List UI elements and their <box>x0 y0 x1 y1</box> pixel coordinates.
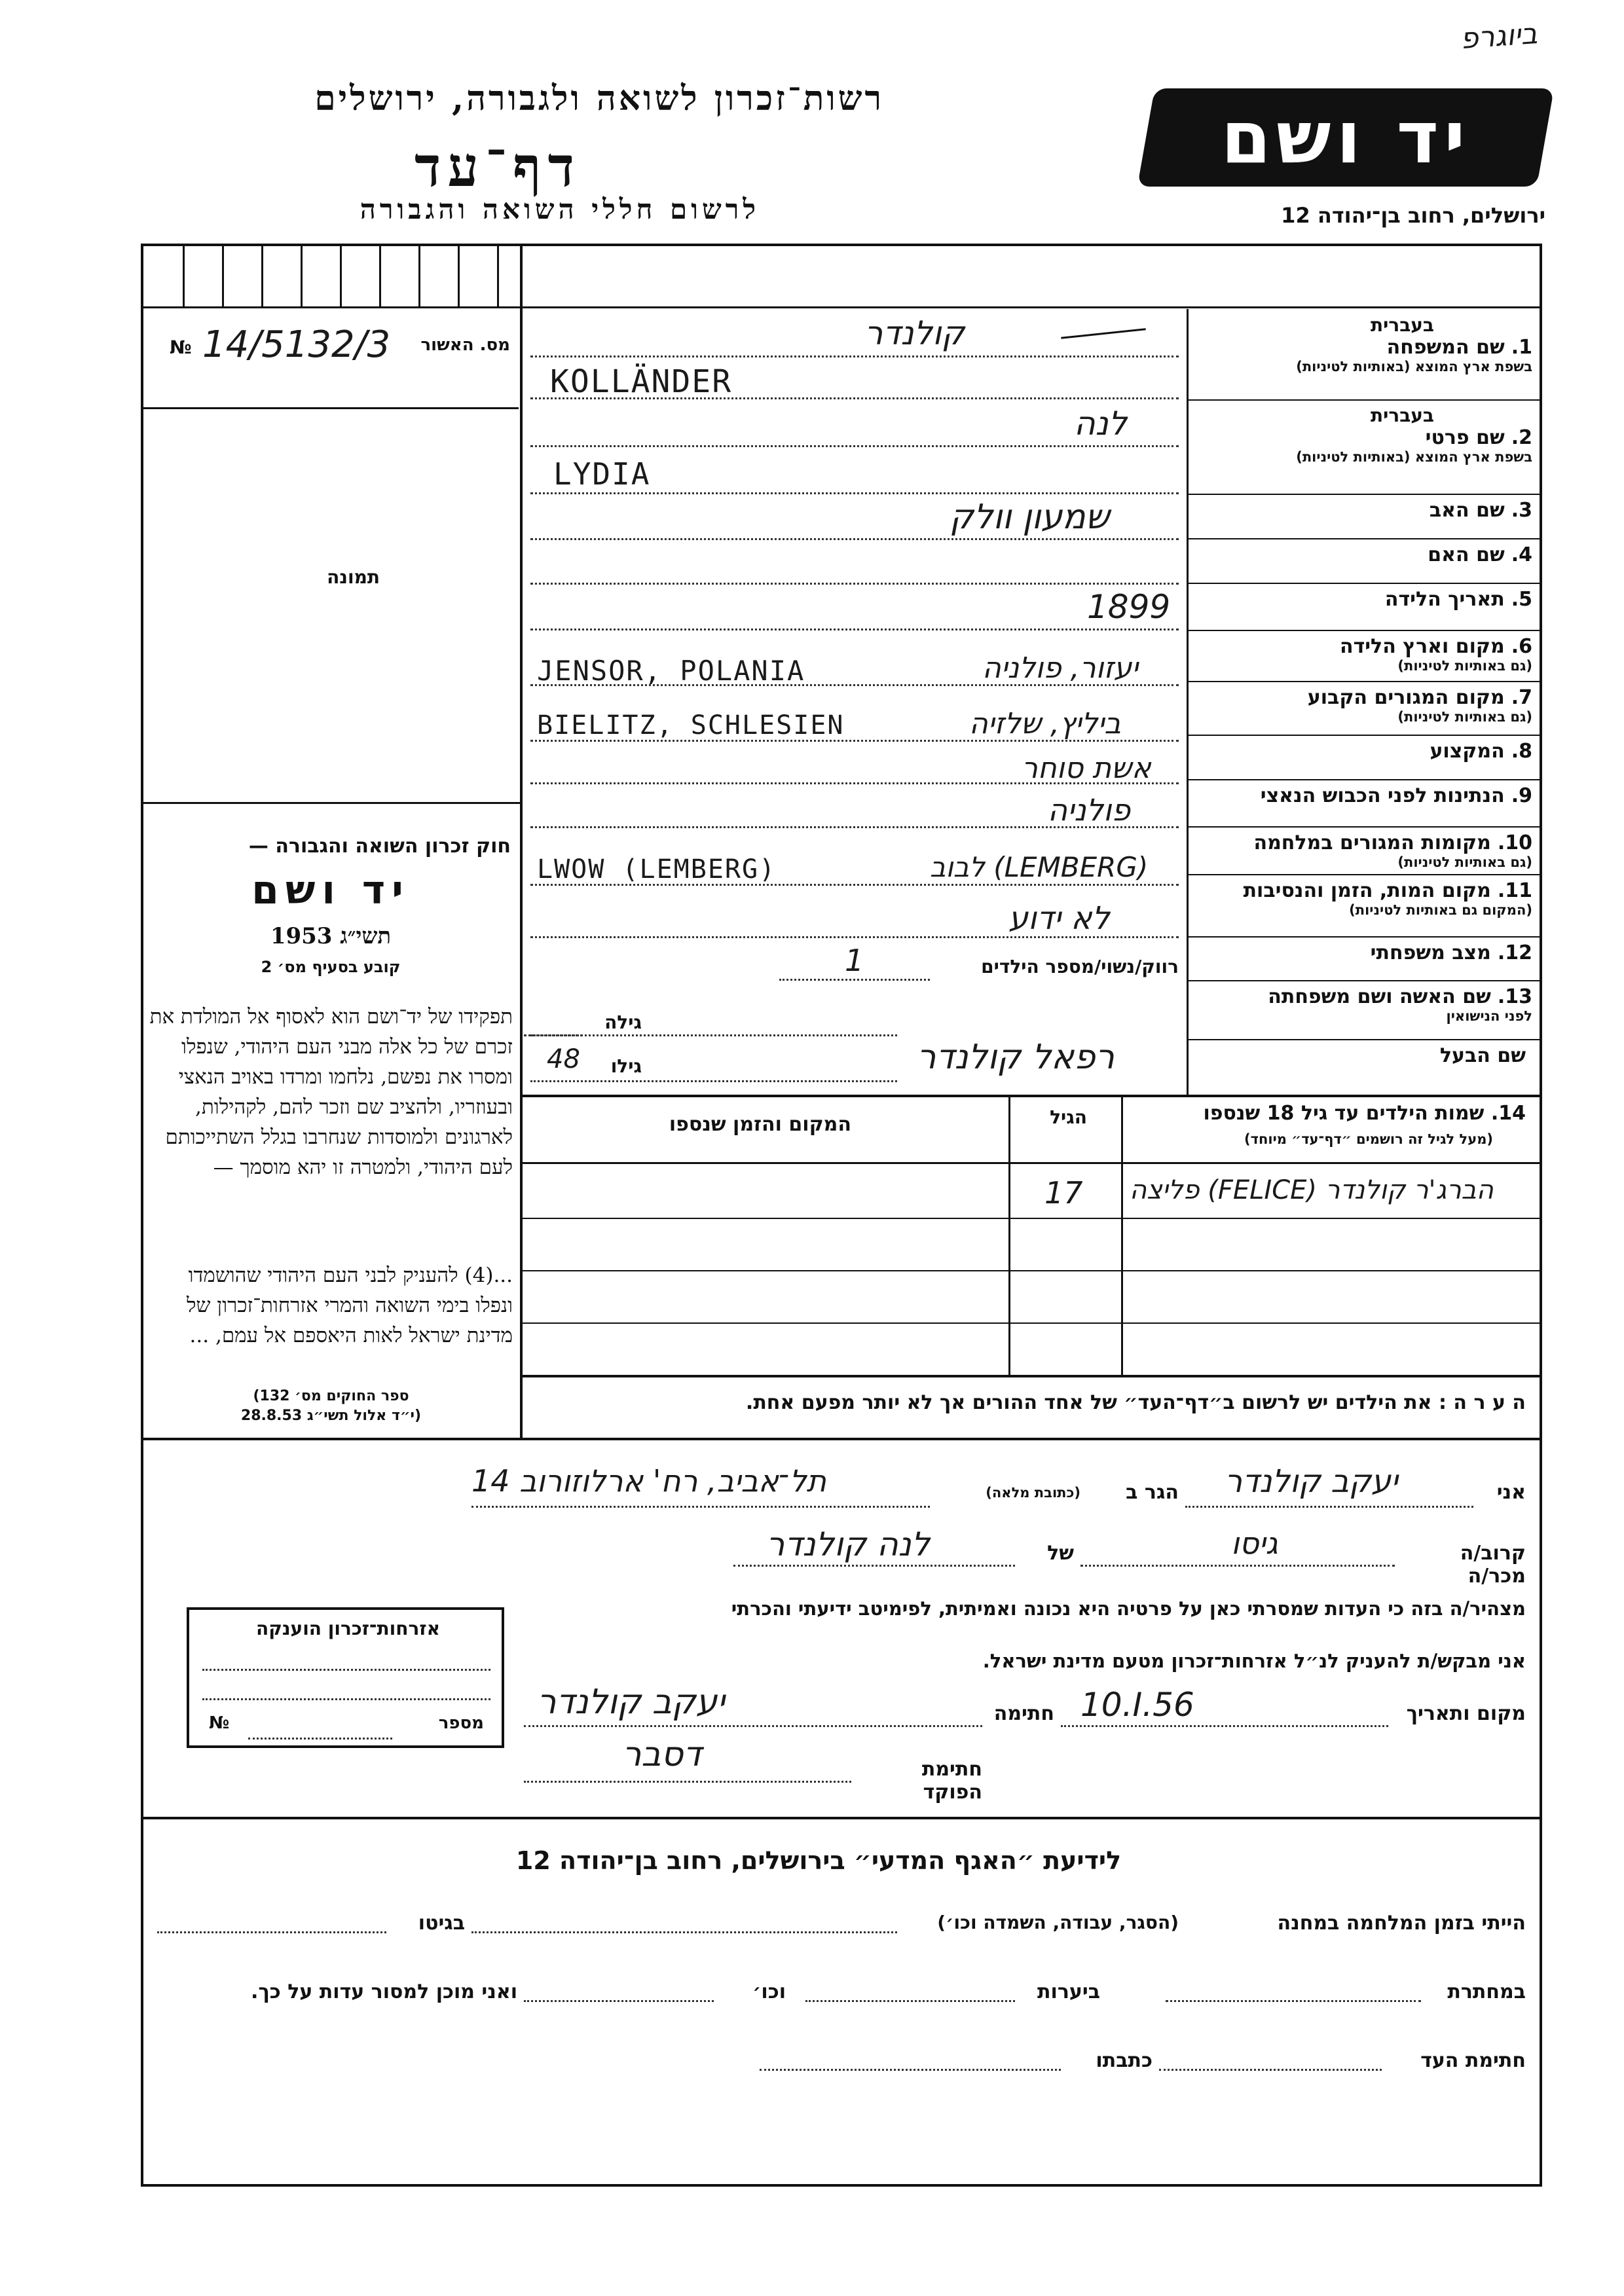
field-number: 11. <box>1497 879 1532 902</box>
birthplace-hebrew: יעזור, פולניה <box>982 651 1139 685</box>
science-underground-label: במחתרת <box>1447 1980 1526 2003</box>
husband-age-label: גילו <box>610 1055 642 1077</box>
remark-bottom-rule <box>143 1438 1540 1440</box>
science-ghetto-line <box>157 1931 386 1933</box>
child-name: פליצה (FELICE) הברג'ר קולנדר <box>1130 1175 1494 1205</box>
law-text-main: תפקידו של יד־ושם הוא לאסוף אל המולדת את זכרם של כל אלה מבני העם היהודי, שנפלו ומסרו את נפשם, נלחמו ומרדו באויב הנאצי ובעוזריו, ולהציב שם וזכר להם, לקהילות, לארגונים ולמוסדות שנחרבו בגלל השתייכותם לעם היהודי, ולמטרה זו יהא מוסמך — <box>149 1005 513 1179</box>
field-row-rule <box>1189 874 1540 875</box>
left-column-divider <box>520 246 523 1438</box>
field-row <box>1192 879 1532 918</box>
declaration-bottom-rule <box>143 1817 1540 1819</box>
field-label-text: שם האשה ושם משפחתה <box>1268 985 1491 1008</box>
hebrew-tag: בעברית <box>1370 405 1434 426</box>
signature-line <box>524 1725 982 1727</box>
top-rule <box>523 306 1540 308</box>
firstname-he-line <box>530 445 1179 447</box>
mother-line <box>530 583 1179 585</box>
residence-latin: BIELITZ, SCHLESIEN <box>537 710 845 740</box>
field-row-rule <box>1189 735 1540 736</box>
field-number: 4. <box>1511 543 1532 566</box>
field-label-text: שם פרטי <box>1425 426 1505 449</box>
field-row <box>1192 831 1532 870</box>
science-camp-line <box>471 1931 897 1933</box>
field-row <box>1192 1044 1532 1067</box>
declarant-address: תל־אביב, רח' ארלוזורוב 14 <box>471 1463 826 1499</box>
science-underground-line <box>1166 2000 1421 2002</box>
field-label <box>1192 784 1532 807</box>
age-label: גילה <box>604 1011 642 1033</box>
place-date: 10.I.56 <box>1080 1686 1194 1724</box>
surname-latin: KOLLÄNDER <box>550 363 733 400</box>
address-line <box>471 1506 930 1508</box>
stub-boxes <box>143 246 520 308</box>
field-row-rule <box>1189 630 1540 631</box>
occupation: אשת סוחר <box>1022 752 1151 785</box>
label-column-divider <box>1187 309 1189 1095</box>
children-title: 14. שמות הילדים עד גיל 18 שנספו <box>1203 1102 1526 1125</box>
field-row-rule <box>1189 583 1540 584</box>
law-year: תשי״ג 1953 <box>270 923 392 949</box>
firstname-hebrew: לנה <box>1074 405 1128 443</box>
science-witness-sig-label: חתימת העד <box>1420 2049 1526 2072</box>
photo-bottom-rule <box>143 802 520 804</box>
authority-name: רשות־זכרון לשואה ולגבורה, ירושלים <box>314 79 884 118</box>
birthdate-line <box>530 629 1179 630</box>
field-label <box>1192 879 1532 902</box>
citizenship-no-sign: № <box>209 1713 230 1733</box>
field-label-text: שם האב <box>1429 499 1505 522</box>
field-label <box>1192 1044 1532 1067</box>
children-count: 1 <box>845 943 864 978</box>
husband-age: 48 <box>547 1044 580 1074</box>
husband-line <box>530 1080 897 1082</box>
field-number: 9. <box>1511 784 1532 807</box>
official-sig-label: חתימת הפוקד <box>921 1758 982 1804</box>
field-row-rule <box>1189 1039 1540 1040</box>
field-row <box>1192 314 1532 374</box>
field-sublabel: בשפת ארץ המוצא (באותיות לטיניות) <box>1296 449 1532 465</box>
death-place: לא ידוע <box>1008 900 1110 937</box>
law-text-clause4: ...(4) להעניק לבני העם היהודי שהושמדו ונפלו בימי השואה והמרי אזרחות־זכרון של מדינת ישראל לאות היאספם אל עמם, ... <box>187 1264 513 1347</box>
firstname-latin-line <box>530 492 1179 494</box>
field-number: 3. <box>1511 499 1532 522</box>
children-count-line <box>779 979 930 981</box>
decl-relative-label: קרוב/ה מכר/ה <box>1460 1542 1526 1588</box>
official-signature: דסבר <box>622 1735 702 1774</box>
science-ghetto-label: בגיטו <box>418 1912 465 1935</box>
field-sublabel: (גם באותיות לטיניות) <box>1397 658 1532 674</box>
firstname-latin: LYDIA <box>553 456 651 492</box>
field-row-rule <box>1189 538 1540 539</box>
field-label-text: מצב משפחתי <box>1370 941 1491 964</box>
science-etc-line <box>524 2000 714 2002</box>
law-title: חוק זכרון השואה והגבורה — <box>248 835 511 858</box>
col-age-header: הגיל <box>1050 1106 1087 1128</box>
science-camp-note: (הסגר, עבודה, השמדה וכו׳) <box>937 1912 1179 1933</box>
relation-line <box>1080 1565 1395 1567</box>
father-name: שמעון וולק <box>950 498 1110 537</box>
place-date-line <box>1061 1725 1388 1727</box>
law-source-2: י״ד אלול תשי״ג 28.8.53) <box>240 1408 422 1424</box>
children-header-rule <box>523 1162 1540 1164</box>
relation: גיסו <box>1231 1525 1278 1561</box>
field-number: 1. <box>1511 336 1532 359</box>
field-row <box>1192 588 1532 611</box>
child-age: 17 <box>1044 1175 1083 1211</box>
declarant-signature: יעקב קולנדר <box>537 1683 725 1722</box>
field-label-text: מקומות המגורים במלחמה <box>1253 831 1491 854</box>
field-row <box>1192 635 1532 674</box>
field-label <box>1192 831 1532 854</box>
field-sublabel: (גם באותיות לטיניות) <box>1397 854 1532 870</box>
field-sublabel: בשפת ארץ המוצא (באותיות לטיניות) <box>1296 359 1532 374</box>
citizenship-number-label: מספר <box>438 1713 484 1733</box>
field-row-rule <box>1189 936 1540 938</box>
science-address-label: כתבתו <box>1096 2049 1153 2072</box>
cert-no-sign: № <box>170 337 192 358</box>
children-col-divider-2 <box>1008 1097 1010 1376</box>
field-row-rule <box>1189 980 1540 981</box>
field-row <box>1192 941 1532 964</box>
law-name: יד ושם <box>251 867 410 913</box>
age-line <box>524 1034 583 1036</box>
deceased-line <box>733 1565 1015 1567</box>
children-note: (מעל לגיל זה רושמים ״דף־עד״ מיוחד) <box>1244 1131 1493 1147</box>
place-date-label: מקום ותאריך <box>1406 1702 1526 1725</box>
field-row-rule <box>1189 494 1540 495</box>
field-label-text: הנתינות לפני הכבוש הנאצי <box>1260 784 1505 807</box>
field-number: 12. <box>1497 941 1532 964</box>
col-place-header: המקום והזמן שנספו <box>669 1113 851 1136</box>
field-sublabel: (גם באותיות לטיניות) <box>1397 709 1532 725</box>
deceased-name: לנה קולנדר <box>766 1525 931 1563</box>
field-row <box>1192 740 1532 763</box>
field-label-text: המקצוע <box>1430 740 1505 763</box>
field-number: 5. <box>1511 588 1532 611</box>
declarant-line <box>1185 1506 1473 1508</box>
husband-name: רפאל קולנדר <box>917 1038 1115 1077</box>
field-label-text: מקום המגורים הקבוע <box>1307 686 1505 709</box>
marital-label: רווק/נשוי/מספר הילדים <box>981 956 1179 977</box>
children-row-rule-3 <box>523 1322 1540 1324</box>
citizenship-title: אזרחות־זכרון הוענקה <box>256 1618 440 1639</box>
field-label <box>1192 499 1532 522</box>
field-row <box>1192 499 1532 522</box>
page-subtitle: לרשום חללי השואה והגבורה <box>360 193 760 225</box>
science-forests-line <box>805 2000 1015 2002</box>
cert-number: 14/5132/3 <box>202 323 391 366</box>
page-title: דף־עד <box>414 134 581 199</box>
remark: ה ע ר ה : את הילדים יש לרשום ב״דף־העד״ של אחד ההורים אך לא יותר מפעם אחת. <box>745 1391 1526 1414</box>
science-testimony-label: ואני מוכן למסור עדות על כך. <box>251 1980 517 2003</box>
signature-label: חתימה <box>993 1702 1054 1725</box>
wartime-latin: LWOW (LEMBERG) <box>537 854 777 884</box>
field-row <box>1192 985 1532 1024</box>
field-number: 8. <box>1511 740 1532 763</box>
field-label-text: שם הבעל <box>1439 1044 1526 1067</box>
field-label-text: שם המשפחה <box>1386 336 1505 359</box>
field-number: 13. <box>1497 985 1532 1008</box>
official-sig-line <box>524 1781 851 1783</box>
science-address-line <box>760 2069 1061 2071</box>
cert-label: מס. האשור <box>420 335 510 355</box>
field-label <box>1192 426 1532 449</box>
field-label <box>1192 543 1532 566</box>
field-row-rule <box>1189 779 1540 780</box>
law-source-1: (ספר החוקים מס׳ 132 <box>253 1388 409 1404</box>
field-row <box>1192 405 1532 465</box>
decl-address-label: (כתובת מלאה) <box>986 1485 1080 1501</box>
field-label <box>1192 740 1532 763</box>
field-row <box>1192 784 1532 807</box>
citizenship-line-1 <box>202 1669 490 1671</box>
field-row <box>1192 686 1532 725</box>
science-title: לידיעת ״האגף המדעי״ בירושלים, רחוב בן־יהודה 12 <box>515 1846 1122 1875</box>
science-etc-label: וכו׳ <box>752 1980 786 2003</box>
children-row-rule-2 <box>523 1270 1540 1271</box>
field-sublabel: לפני הנישואין <box>1446 1008 1532 1024</box>
science-witness-sig-line <box>1159 2069 1382 2071</box>
field-label <box>1192 635 1532 658</box>
logo-text: יד ושם <box>1221 96 1471 179</box>
hebrew-tag: בעברית <box>1370 314 1434 336</box>
field-row <box>1192 543 1532 566</box>
children-col-divider-1 <box>1121 1097 1123 1376</box>
declarant-name: יעקב קולנדר <box>1225 1463 1398 1500</box>
children-row-rule-1 <box>523 1218 1540 1219</box>
surname-hebrew: קולנדר <box>864 314 965 352</box>
field-row-rule <box>1189 826 1540 828</box>
field-label <box>1192 686 1532 709</box>
decl-residing: הגר ב <box>1126 1481 1179 1504</box>
decl-ani: אני <box>1496 1481 1526 1504</box>
field-label <box>1192 941 1532 964</box>
field-label <box>1192 588 1532 611</box>
cert-number-box <box>143 309 519 409</box>
field-sublabel: (המקום גם באותיות לטיניות) <box>1349 902 1532 918</box>
birthplace-latin: JENSOR, POLANIA <box>537 655 805 687</box>
field-number: 10. <box>1497 831 1532 854</box>
residence-hebrew: ביליץ, שלזיה <box>969 707 1121 740</box>
form-frame <box>141 244 1542 2187</box>
decl-of: של <box>1047 1542 1074 1565</box>
children-table-top <box>523 1095 1540 1097</box>
field-label-text: מקום וארץ הלידה <box>1339 635 1505 658</box>
field-number: 2. <box>1511 426 1532 449</box>
field-row-rule <box>1189 681 1540 682</box>
logo-address: ירושלים, רחוב בן־יהודה 12 <box>1281 203 1545 228</box>
field-label-text: מקום המות, הזמן והנסיבות <box>1243 879 1491 902</box>
nationality: פולניה <box>1048 792 1131 828</box>
law-clause: קובע בסעיף מס׳ 2 <box>261 958 401 976</box>
wife-line <box>530 1034 897 1036</box>
field-row-rule <box>1189 399 1540 401</box>
birth-date: 1899 <box>1087 588 1171 626</box>
wartime-hebrew: לבוב (LEMBERG) <box>930 851 1149 883</box>
corner-note: ביוגרפ <box>1459 16 1539 56</box>
decl-statement-2: אני מבקש/ת להעניק לנ״ל אזרחות־זכרון מטעם מדינת ישראל. <box>982 1650 1526 1672</box>
field-number: 6. <box>1511 635 1532 658</box>
photo-label: תמונה <box>327 566 380 588</box>
citizenship-box <box>187 1607 504 1748</box>
science-camp-label: הייתי בזמן המלחמה במחנה <box>1277 1912 1526 1935</box>
father-line <box>530 538 1179 540</box>
field-label <box>1192 336 1532 359</box>
surname-he-line <box>530 355 1179 357</box>
citizenship-number-line <box>248 1738 392 1740</box>
field-number: 7. <box>1511 686 1532 709</box>
citizenship-line-2 <box>202 1698 490 1700</box>
children-table-bottom <box>523 1375 1540 1377</box>
decl-statement-1: מצהיר/ה בזה כי העדות שמסרתי כאן על פרטיה היא נכונה ואמיתית, לפימיטב ידיעתי והכרתי <box>731 1597 1526 1620</box>
field-label-text: שם האם <box>1428 543 1505 566</box>
science-forests-label: ביערות <box>1037 1980 1100 2003</box>
yad-vashem-logo <box>1137 88 1554 187</box>
field-label <box>1192 985 1532 1008</box>
field-label-text: תאריך הלידה <box>1384 588 1505 611</box>
